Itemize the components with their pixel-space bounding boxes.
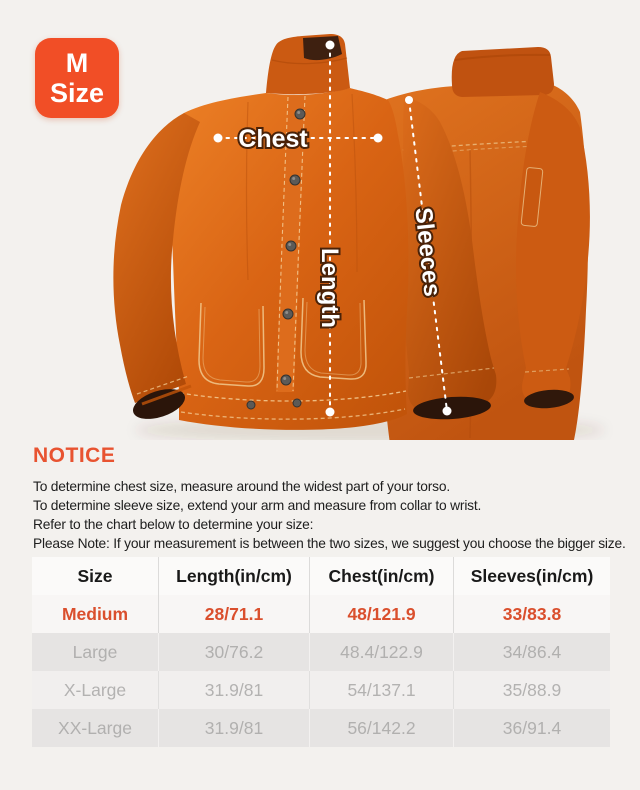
- cell-sleeves: 33/83.8: [453, 595, 610, 633]
- notice-section: [33, 444, 633, 553]
- length-label: Length: [316, 248, 343, 328]
- size-badge-word: Size: [49, 78, 105, 108]
- header-size: Size: [77, 566, 113, 586]
- table-row-large: [32, 633, 610, 671]
- size-badge-letter: M: [65, 48, 89, 78]
- table-row-xlarge: [32, 671, 610, 709]
- cell-sleeves: 36/91.4: [453, 709, 610, 747]
- table-row-xxlarge: [32, 709, 610, 747]
- sleeves-label: Sleeces: [409, 206, 446, 298]
- size-badge: [35, 38, 119, 118]
- cell-length: 31.9/81: [158, 709, 309, 747]
- cell-size: XX-Large: [58, 718, 132, 738]
- cell-length: 28/71.1: [158, 595, 309, 633]
- size-table-header-row: [32, 557, 610, 595]
- cell-size: X-Large: [63, 680, 127, 700]
- cell-size: Large: [72, 642, 118, 662]
- cell-sleeves: 34/86.4: [453, 633, 610, 671]
- header-sleeves: Sleeves(in/cm): [453, 557, 610, 595]
- cell-length: 31.9/81: [158, 671, 309, 709]
- notice-title: NOTICE: [33, 444, 116, 467]
- jacket-front-view: [113, 34, 408, 430]
- header-chest: Chest(in/cm): [309, 557, 453, 595]
- size-table: [32, 557, 610, 747]
- notice-line: Refer to the chart below to determine your size:: [33, 517, 314, 532]
- cell-chest: 48.4/122.9: [309, 633, 453, 671]
- cell-sleeves: 35/88.9: [453, 671, 610, 709]
- cell-chest: 48/121.9: [309, 595, 453, 633]
- chest-label: Chest: [238, 125, 308, 153]
- notice-line: Please Note: If your measurement is between the two sizes, we suggest you choose the bigger size.: [33, 536, 626, 551]
- header-length: Length(in/cm): [158, 557, 309, 595]
- cell-chest: 54/137.1: [309, 671, 453, 709]
- notice-line: To determine chest size, measure around the widest part of your torso.: [33, 479, 450, 494]
- cell-size: Medium: [61, 604, 129, 624]
- table-row-medium: [32, 595, 610, 633]
- cell-length: 30/76.2: [158, 633, 309, 671]
- cell-chest: 56/142.2: [309, 709, 453, 747]
- notice-line: To determine sleeve size, extend your arm and measure from collar to wrist.: [33, 498, 482, 513]
